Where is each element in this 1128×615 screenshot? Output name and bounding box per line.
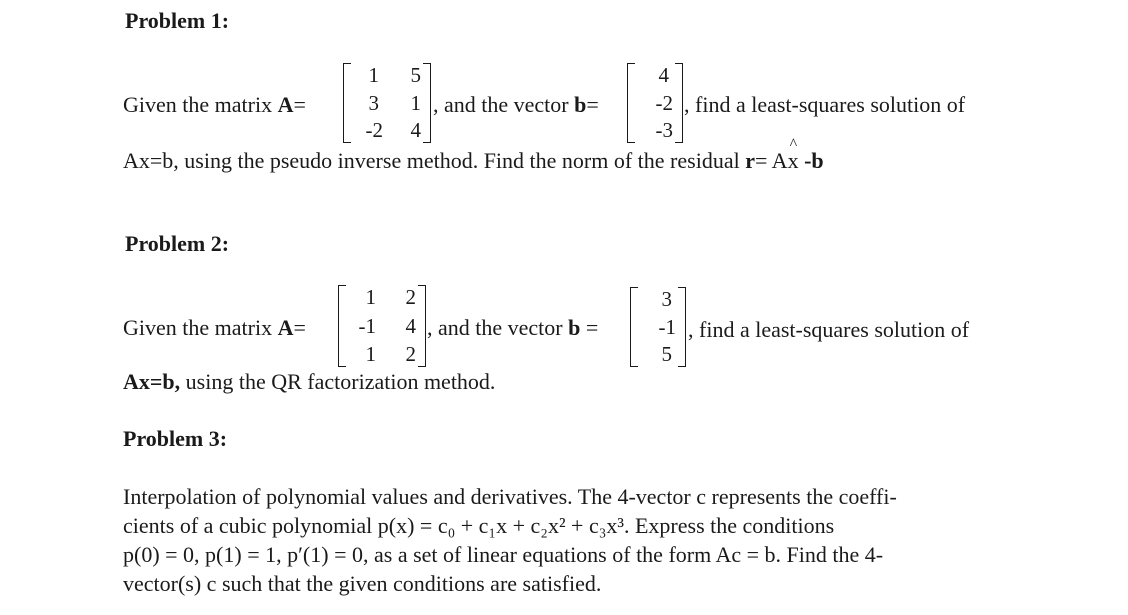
p1-line2-a: Ax=b [123, 148, 174, 173]
p2-b-label: b [568, 315, 581, 340]
p1-A-label: A [277, 92, 294, 117]
p1-A-cell: 1 [368, 63, 379, 87]
p3-line: Interpolation of polynomial values and derivatives. The 4-vector c represents the coeffi- [123, 484, 897, 509]
p2-A-label: A [277, 315, 294, 340]
p2-mid: , and the vector [427, 315, 563, 340]
p1-mid: , and the vector [433, 92, 569, 117]
p3-line: vector(s) c such that the given conditions are satisfied. [123, 571, 602, 596]
p2-line2-a: Ax=b, [123, 369, 181, 394]
p2-matrix-A [338, 285, 426, 367]
p1-A-cell: 5 [410, 63, 421, 87]
problem-3-heading: Problem 3: [123, 426, 228, 451]
p2-A-cell: 1 [365, 342, 376, 366]
problem-2-heading: Problem 2: [125, 231, 230, 256]
p2-b-cell: -1 [658, 315, 676, 339]
p1-b-cell: -2 [655, 91, 673, 115]
p2-A-cell: -1 [358, 314, 376, 338]
p2-equals: = [293, 315, 306, 340]
p2-A-cell: 2 [405, 342, 416, 366]
p2-prefix: Given the matrix [123, 315, 273, 340]
p1-A-cell: 3 [368, 91, 379, 115]
p1-equals: = [293, 92, 306, 117]
p1-b-cell: 4 [658, 63, 669, 87]
p1-b-cell: -3 [655, 118, 673, 142]
p2-A-cell: 2 [405, 285, 416, 309]
p2-suffix: , find a least-squares solution of [688, 317, 970, 342]
problem-2-line2 [123, 369, 495, 395]
p2-line2-b: using the QR factorization method. [180, 369, 496, 394]
problem-1-heading: Problem 1: [125, 8, 230, 33]
p1-suffix: , find a least-squares solution of [684, 92, 966, 117]
p1-prefix: Given the matrix [123, 92, 273, 117]
p2-A-cell: 4 [405, 314, 416, 338]
p1-xhat: x ^ [788, 148, 799, 174]
p1-r-label: r [745, 148, 755, 173]
p3-line: cients of a cubic polynomial p(x) = c₀ + c₁x + c₂x² + c₃x³. Express the conditions [123, 513, 835, 538]
problem-1-line1 [123, 92, 306, 118]
p1-b-equals: = [586, 92, 599, 117]
p1-vector-b [627, 63, 683, 143]
p2-vector-b [630, 287, 686, 367]
p2-mid-text [427, 315, 598, 341]
p1-line2-b: , using the pseudo inverse method. Find the norm of the residual [173, 148, 746, 173]
problem-1-line2 [123, 148, 824, 174]
problem-2-line1 [123, 315, 306, 341]
p1-A-cell: -2 [365, 118, 383, 142]
p3-line: p(0) = 0, p(1) = 1, p′(1) = 0, as a set of linear equations of the form Ac = b. Find the 4- [123, 542, 884, 567]
p1-A-cell: 4 [410, 118, 421, 142]
p2-b-cell: 5 [661, 342, 672, 366]
p1-b-label: b [574, 92, 587, 117]
p1-mid-text [433, 92, 599, 118]
p1-minus-b: -b [798, 148, 824, 173]
p2-b-cell: 3 [661, 287, 672, 311]
p2-b-equals: = [580, 315, 599, 340]
p1-matrix-A [343, 63, 431, 143]
p2-A-cell: 1 [365, 285, 376, 309]
p1-r-eq: = A [754, 148, 788, 173]
p1-A-cell: 1 [410, 91, 421, 115]
